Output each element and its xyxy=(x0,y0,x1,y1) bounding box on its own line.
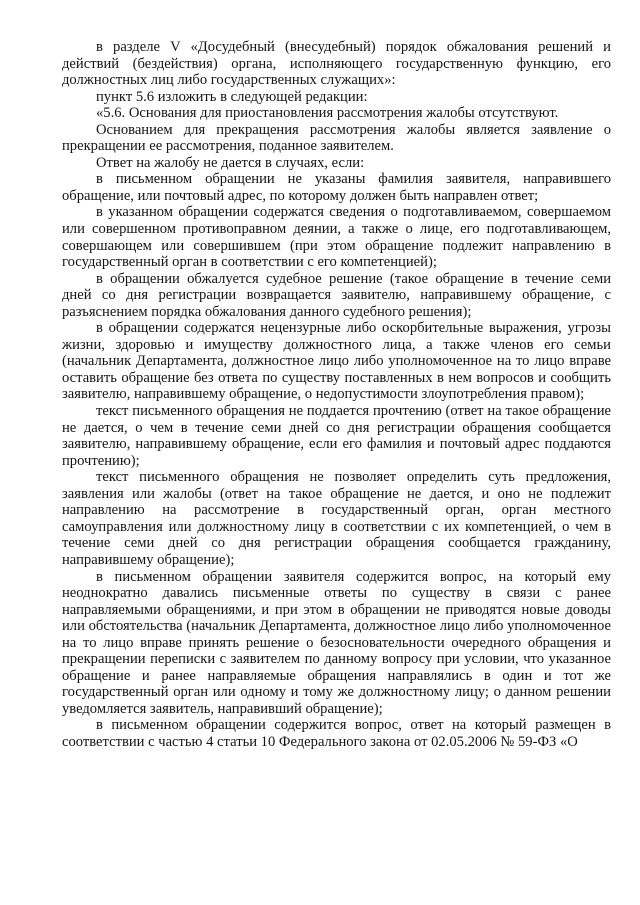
paragraph-section-v-amendment: в разделе V «Досудебный (внесудебный) порядок обжалования решений и действий (бездействия) органа, исполняющего государственную функцию, его должностных лиц либо государственных служащих»: xyxy=(62,39,611,89)
document-page xyxy=(62,39,611,751)
paragraph-item-5-6-intro: пункт 5.6 изложить в следующей редакции: xyxy=(96,88,368,105)
paragraph-case-court-decision: в обращении обжалуется судебное решение (такое обращение в течение семи дней со дня регистрации возвращается заявителю, направившему обращение, с разъяснением порядка обжалования данного судебного решения); xyxy=(62,270,611,320)
paragraph-termination-grounds: Основанием для прекращения рассмотрения жалобы является заявление о прекращении ее рассмотрения, поданное заявителем. xyxy=(62,121,611,155)
paragraph-case-no-name: в письменном обращении не указаны фамилия заявителя, направившего обращение, или почтовый адрес, по которому должен быть направлен ответ; xyxy=(62,171,611,204)
paragraph-no-response-cases: Ответ на жалобу не дается в случаях, если: xyxy=(96,154,365,171)
paragraph-case-offensive-language: в обращении содержатся нецензурные либо оскорбительные выражения, угрозы жизни, здоровью и имуществу должностного лица, а также членов его семьи (начальник Департамента, должностное лицо либо уполномоченное на то лицо вправе оставить обращение без ответа по существу поставленных в нем вопросов и сообщить заявителю, направившему обращение, о недопустимости злоупотребления правом); xyxy=(62,320,611,403)
paragraph-case-published-answer: в письменном обращении содержится вопрос, ответ на который размещен в соответствии с частью 4 статьи 10 Федерального закона от 02.05.2006 № 59-ФЗ «О xyxy=(62,717,611,750)
paragraph-case-repeated-question: в письменном обращении заявителя содержится вопрос, на который ему неоднократно давались письменные ответы по существу в связи с ранее направляемыми обращениями, и при этом в обращении не приводятся новые доводы или обстоятельства (начальник Департамента, должностное лицо либо уполномоченное на то лицо вправе принять решение о безосновательности очередного обращения и прекращении переписки с заявителем по данному вопросу при условии, что указанное обращение и ранее направляемые обращения направлялись в один и тот же государственный орган или одному и тому же должностному лицу; о данном решении уведомляется заявитель, направивший обращение); xyxy=(62,568,611,717)
paragraph-case-unclear-essence: текст письменного обращения не позволяет определить суть предложения, заявления или жалобы (ответ на такое обращение не дается, и оно не подлежит направлению на рассмотрение в государственный орган, орган местного самоуправления или должностному лицу в соответствии с их компетенцией, о чем в течение семи дней со дня регистрации обращения сообщается гражданину, направившему обращение); xyxy=(62,469,611,568)
paragraph-case-unlawful-act: в указанном обращении содержатся сведения о подготавливаемом, совершаемом или совершенном противоправном деянии, а также о лице, его подготавливающем, совершающем или совершившем (при этом обращение подлежит направлению в государственный орган в соответствии с его компетенцией); xyxy=(62,204,611,271)
paragraph-case-unreadable: текст письменного обращения не поддается прочтению (ответ на такое обращение не дается, о чем в течение семи дней со дня регистрации обращения сообщается заявителю, направившему обращение, если его фамилия и почтовый адрес поддаются прочтению); xyxy=(62,403,611,469)
paragraph-suspension-grounds: «5.6. Основания для приостановления рассмотрения жалобы отсутствуют. xyxy=(96,105,559,122)
